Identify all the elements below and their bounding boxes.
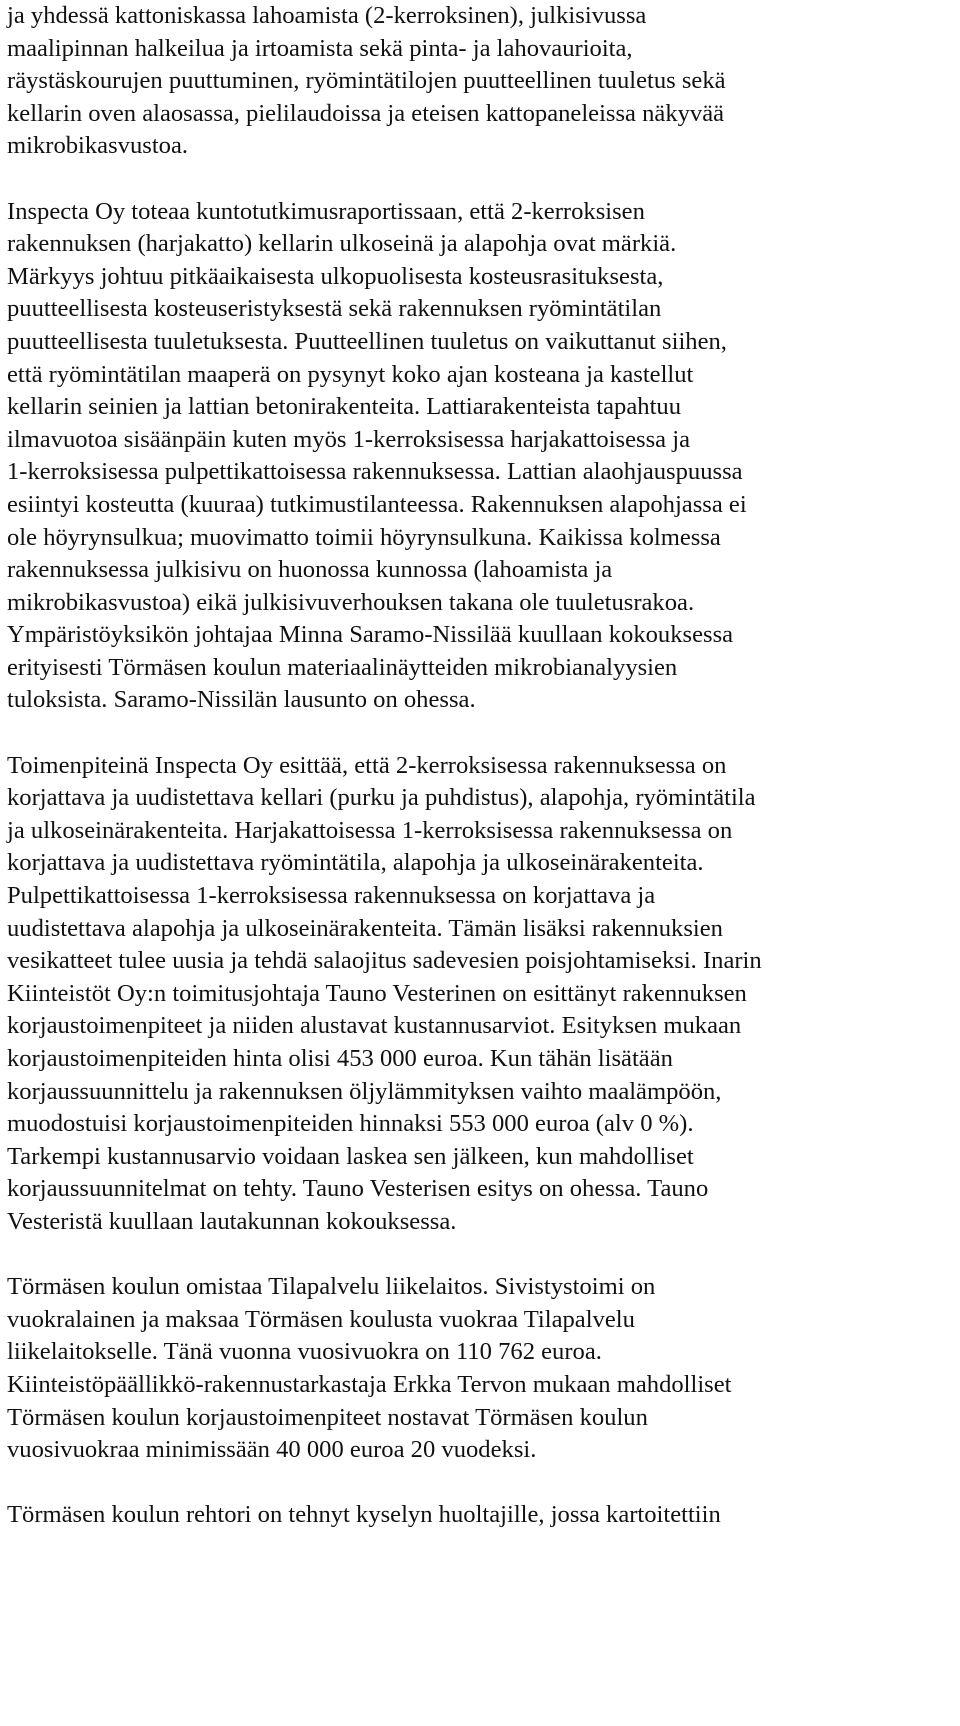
- text-line: kellarin seinien ja lattian betonirakenteita. Lattiarakenteista tapahtuu: [7, 393, 681, 421]
- text-line: Kiinteistöt Oy:n toimitusjohtaja Tauno Vesterinen on esittänyt rakennuksen: [7, 979, 747, 1007]
- text-line: Märkyys johtuu pitkäaikaisesta ulkopuolisesta kosteusrasituksesta,: [7, 262, 664, 290]
- text-line: räystäskourujen puuttuminen, ryömintätilojen puutteellinen tuuletus sekä: [7, 67, 726, 95]
- text-line: korjaussuunnitelmat on tehty. Tauno Vesterisen esitys on ohessa. Tauno: [7, 1175, 709, 1203]
- text-line: Toimenpiteinä Inspecta Oy esittää, että 2-kerroksisessa rakennuksessa on: [7, 751, 727, 779]
- text-line: Törmäsen koulun korjaustoimenpiteet nostavat Törmäsen koulun: [7, 1403, 648, 1431]
- text-line: korjattava ja uudistettava kellari (purku ja puhdistus), alapohja, ryömintätila: [7, 784, 756, 812]
- text-line: maalipinnan halkeilua ja irtoamista sekä pinta- ja lahovaurioita,: [7, 34, 633, 62]
- paragraph-spacer: [7, 163, 957, 196]
- text-line: vuokralainen ja maksaa Törmäsen koulusta vuokraa Tilapalvelu: [7, 1305, 635, 1333]
- paragraph-rent: [7, 1271, 957, 1467]
- text-line: ja ulkoseinärakenteita. Harjakattoisessa 1-kerroksisessa rakennuksessa on: [7, 816, 733, 844]
- paragraph-spacer: [7, 717, 957, 750]
- text-line: ole höyrynsulkua; muovimatto toimii höyrynsulkuna. Kaikissa kolmessa: [7, 523, 721, 551]
- text-line: mikrobikasvustoa) eikä julkisivuverhouksen takana ole tuuletusrakoa.: [7, 588, 695, 616]
- text-line: että ryömintätilan maaperä on pysynyt koko ajan kosteana ja kastellut: [7, 360, 694, 388]
- text-line: liikelaitokselle. Tänä vuonna vuosivuokra on 110 762 euroa.: [7, 1338, 602, 1366]
- text-line: puutteellisesta kosteuseristyksestä sekä rakennuksen ryömintätilan: [7, 295, 662, 323]
- text-line: vesikatteet tulee uusia ja tehdä salaojitus sadevesien poisjohtamiseksi. Inarin: [7, 947, 762, 975]
- text-line: esiintyi kosteutta (kuuraa) tutkimustilanteessa. Rakennuksen alapohjassa ei: [7, 490, 747, 518]
- text-line: Inspecta Oy toteaa kuntotutkimusraportissaan, että 2-kerroksisen: [7, 197, 645, 225]
- text-line: vuosivuokraa minimissään 40 000 euroa 20 vuodeksi.: [7, 1436, 537, 1464]
- document-page: [7, 0, 957, 1532]
- paragraph-spacer: [7, 1467, 957, 1500]
- text-line: korjaustoimenpiteet ja niiden alustavat kustannusarviot. Esityksen mukaan: [7, 1012, 742, 1040]
- text-line: tuloksista. Saramo-Nissilän lausunto on ohessa.: [7, 686, 476, 714]
- text-line: Törmäsen koulun omistaa Tilapalvelu liikelaitos. Sivistystoimi on: [7, 1273, 656, 1301]
- text-line: rakennuksen (harjakatto) kellarin ulkoseinä ja alapohja ovat märkiä.: [7, 230, 677, 258]
- text-line: Ympäristöyksikön johtajaa Minna Saramo-Nissilää kuullaan kokouksessa: [7, 621, 734, 649]
- text-line: kellarin oven alaosassa, pielilaudoissa ja eteisen kattopaneleissa näkyvää: [7, 99, 725, 127]
- text-line: muodostuisi korjaustoimenpiteiden hinnaksi 553 000 euroa (alv 0 %).: [7, 1110, 694, 1138]
- paragraph-building-damage: [7, 0, 957, 163]
- paragraph-spacer: [7, 1239, 957, 1272]
- text-line: mikrobikasvustoa.: [7, 132, 189, 160]
- paragraph-repair-measures: [7, 750, 957, 1239]
- text-line: erityisesti Törmäsen koulun materiaalinäytteiden mikrobianalyysien: [7, 653, 678, 681]
- text-line: Tarkempi kustannusarvio voidaan laskea sen jälkeen, kun mahdolliset: [7, 1142, 694, 1170]
- paragraph-principal-survey: [7, 1499, 957, 1532]
- text-line: korjaussuunnittelu ja rakennuksen öljylämmityksen vaihto maalämpöön,: [7, 1077, 722, 1105]
- text-line: puutteellisesta tuuletuksesta. Puutteellinen tuuletus on vaikuttanut siihen,: [7, 327, 727, 355]
- text-line: ilmavuotoa sisäänpäin kuten myös 1-kerroksisessa harjakattoisessa ja: [7, 425, 690, 453]
- text-line: Törmäsen koulun rehtori on tehnyt kyselyn huoltajille, jossa kartoitettiin: [7, 1501, 721, 1529]
- text-line: rakennuksessa julkisivu on huonossa kunnossa (lahoamista ja: [7, 556, 613, 584]
- text-line: Pulpettikattoisessa 1-kerroksisessa rakennuksessa on korjattava ja: [7, 882, 656, 910]
- text-line: Vesteristä kuullaan lautakunnan kokouksessa.: [7, 1207, 457, 1235]
- text-line: korjattava ja uudistettava ryömintätila, alapohja ja ulkoseinärakenteita.: [7, 849, 704, 877]
- text-line: Kiinteistöpäällikkö-rakennustarkastaja Erkka Tervon mukaan mahdolliset: [7, 1370, 732, 1398]
- text-line: 1-kerroksisessa pulpettikattoisessa rakennuksessa. Lattian alaohjauspuussa: [7, 458, 743, 486]
- text-line: uudistettava alapohja ja ulkoseinärakenteita. Tämän lisäksi rakennuksien: [7, 914, 723, 942]
- text-line: ja yhdessä kattoniskassa lahoamista (2-kerroksinen), julkisivussa: [7, 2, 647, 29]
- paragraph-inspection-findings: [7, 196, 957, 718]
- text-line: korjaustoimenpiteiden hinta olisi 453 000 euroa. Kun tähän lisätään: [7, 1045, 673, 1072]
